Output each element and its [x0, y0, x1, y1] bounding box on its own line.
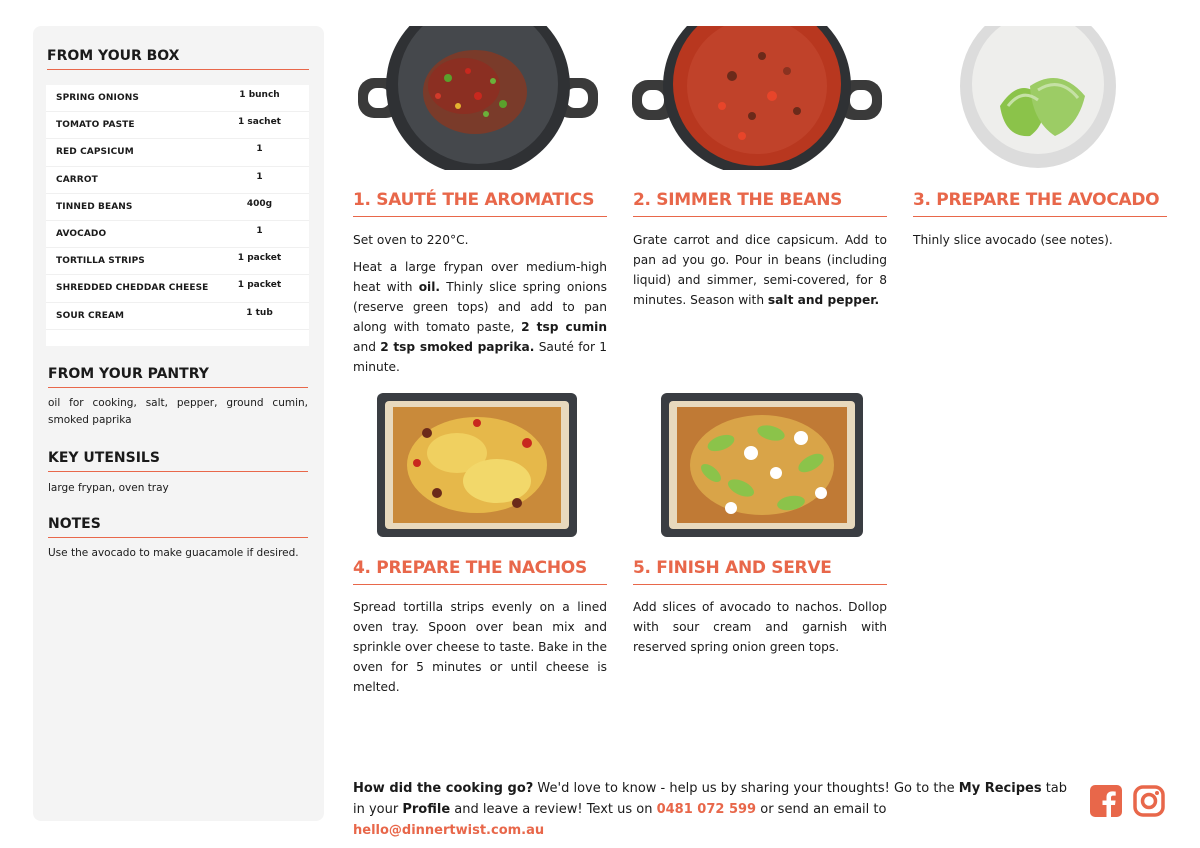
ingredients-table	[46, 85, 309, 346]
utensils-text: large frypan, oven tray	[48, 482, 169, 494]
text: Grate carrot and dice capsicum. Add to pan ad you go. Pour in beans (including liquid) and simmer, semi-covered, for 8 minutes. Season with	[633, 233, 887, 307]
pantry-text: oil for cooking, salt, pepper, ground cumin, smoked paprika	[48, 397, 308, 426]
step-5-photo	[661, 393, 863, 537]
step-1-paragraph-1: Set oven to 220°C.	[353, 233, 469, 247]
key-utensils-heading: KEY UTENSILS	[48, 450, 308, 472]
ingredient-row	[46, 167, 309, 194]
step-1-body	[353, 230, 607, 384]
step-3-paragraph-1: Thinly slice avocado (see notes).	[913, 233, 1113, 247]
step-1-title: 1. SAUTÉ THE AROMATICS	[353, 190, 607, 217]
ingredient-name: SPRING ONIONS	[56, 93, 139, 104]
step-3-photo	[960, 26, 1116, 168]
ingredient-qty: 1 bunch	[239, 90, 280, 101]
bold-text: salt and pepper.	[767, 293, 880, 307]
ingredient-row	[46, 221, 309, 248]
step-3-body	[913, 230, 1167, 257]
ingredient-qty: 1 packet	[237, 280, 282, 291]
step-5-title: 5. FINISH AND SERVE	[633, 558, 887, 585]
text: Sauté for 1 minute.	[353, 340, 607, 374]
text: and	[353, 340, 381, 354]
step-4-body	[353, 597, 607, 704]
ingredient-row	[46, 194, 309, 221]
ingredient-row	[46, 85, 309, 112]
step-5-paragraph-1: Add slices of avocado to nachos. Dollop with sour cream and garnish with reserved spring onion green tops.	[633, 600, 887, 654]
step-4-photo	[377, 393, 577, 537]
step-2-title: 2. SIMMER THE BEANS	[633, 190, 887, 217]
ingredient-qty: 1 sachet	[238, 117, 281, 128]
footer-question: How did the cooking go?	[353, 781, 534, 796]
from-your-box-heading: FROM YOUR BOX	[47, 48, 309, 70]
ingredient-qty: 400g	[246, 198, 273, 209]
step-3-title: 3. PREPARE THE AVOCADO	[913, 190, 1167, 217]
ingredient-qty: 1 tub	[246, 307, 273, 318]
ingredient-row	[46, 275, 309, 302]
ingredient-name: SOUR CREAM	[56, 310, 125, 321]
ingredient-name: TINNED BEANS	[56, 201, 133, 212]
ingredient-qty: 1	[256, 171, 263, 182]
ingredient-qty: 1 packet	[237, 253, 282, 264]
notes-text: Use the avocado to make guacamole if desired.	[48, 547, 299, 559]
ingredient-name: SHREDDED CHEDDAR CHEESE	[56, 283, 209, 294]
notes-heading: NOTES	[48, 516, 308, 538]
my-recipes-link[interactable]: My Recipes	[958, 781, 1042, 796]
footer-text: or send an email to	[756, 802, 887, 817]
ingredient-name: TORTILLA STRIPS	[56, 256, 145, 267]
instagram-icon[interactable]	[1133, 785, 1165, 817]
ingredient-name: CARROT	[56, 174, 98, 185]
footer-text: We'd love to know - help us by sharing your thoughts! Go to the	[533, 781, 959, 796]
ingredient-row	[46, 303, 309, 330]
text: Thinly slice spring onions (reserve green tops) and add to pan along with tomato paste,	[353, 280, 607, 334]
ingredient-name: TOMATO PASTE	[56, 120, 135, 131]
phone-link[interactable]: 0481 072 599	[656, 802, 757, 817]
ingredient-qty: 1	[256, 144, 263, 155]
sidebar	[33, 26, 324, 821]
step-2-photo	[632, 26, 882, 170]
step-2-body	[633, 230, 887, 317]
facebook-icon[interactable]	[1090, 785, 1122, 817]
ingredient-name: RED CAPSICUM	[56, 147, 134, 158]
step-1-paragraph-2	[353, 257, 607, 377]
step-4-paragraph-1: Spread tortilla strips evenly on a lined oven tray. Spoon over bean mix and sprinkle over cheese to taste. Bake in the oven for 5 minutes or until cheese is melted.	[353, 600, 607, 694]
ingredient-qty: 1	[256, 226, 263, 237]
ingredient-row	[46, 139, 309, 166]
bold-text: 2 tsp smoked paprika.	[380, 340, 535, 354]
profile-link[interactable]: Profile	[402, 802, 451, 817]
step-4-title: 4. PREPARE THE NACHOS	[353, 558, 607, 585]
ingredient-name: AVOCADO	[56, 229, 107, 240]
step-1-photo	[358, 26, 598, 170]
ingredient-row	[46, 248, 309, 275]
bold-text: 2 tsp cumin	[521, 320, 607, 334]
bold-text: oil.	[418, 280, 441, 294]
footer-text: and leave a review! Text us on	[450, 802, 657, 817]
step-5-body	[633, 597, 887, 664]
email-link[interactable]: hello@dinnertwist.com.au	[353, 823, 545, 838]
ingredient-row	[46, 112, 309, 139]
text: Heat a large frypan over medium-high heat with	[353, 260, 607, 294]
footer-text: tab in your	[353, 781, 1068, 817]
feedback-footer	[353, 778, 1078, 841]
step-2-paragraph-1	[633, 230, 887, 310]
from-your-pantry-heading: FROM YOUR PANTRY	[48, 366, 308, 388]
